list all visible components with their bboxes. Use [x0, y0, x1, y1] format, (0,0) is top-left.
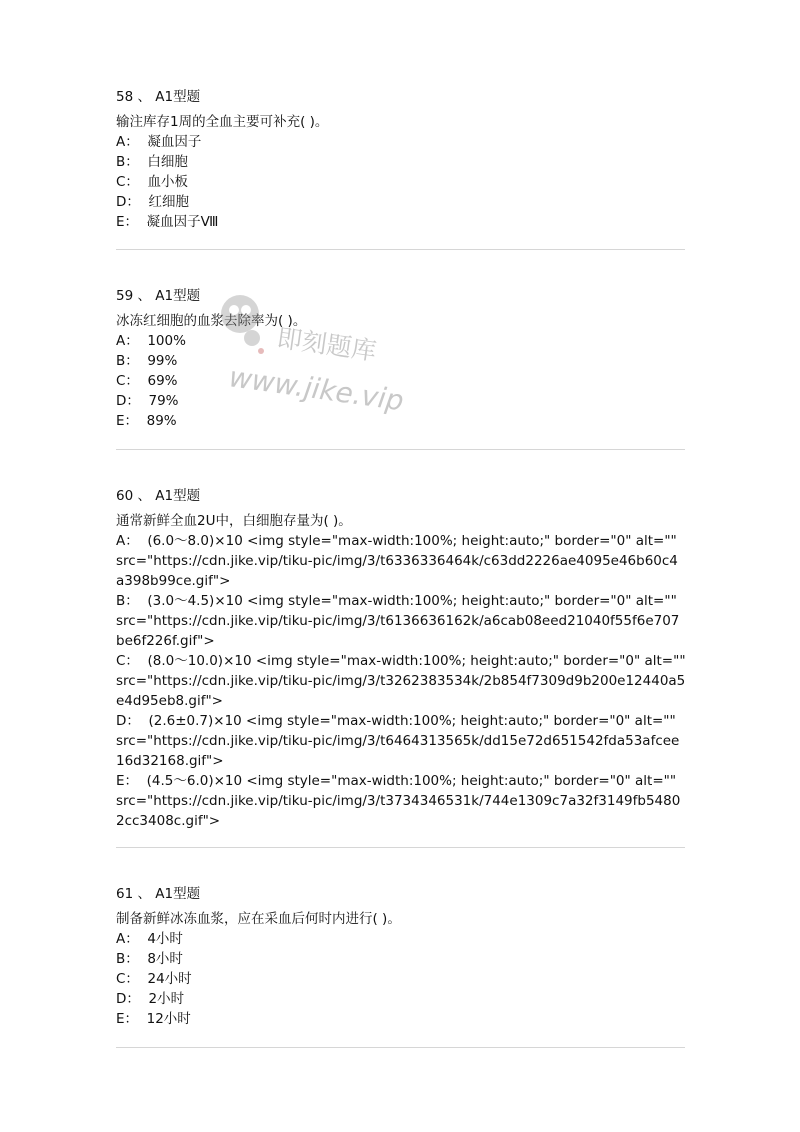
- option-e: E： 凝血因子Ⅷ: [116, 214, 219, 230]
- option-c: C： 69%: [116, 373, 178, 389]
- question-60: [116, 486, 690, 831]
- option-e: E： 12小时: [116, 1011, 191, 1027]
- option-d: D： (2.6±0.7)×10 <img style="max-width:100%; height:auto;" border="0" alt="" src="https://cdn.jike.vip/tiku-pic/img/3/t6464313565k/dd15e72d651542fda53afcee16d32168.gif">: [116, 713, 681, 769]
- question-58: [116, 87, 686, 232]
- option-e: E： 89%: [116, 413, 177, 429]
- option-c: C： 血小板: [116, 174, 189, 190]
- question-61: [116, 884, 686, 1029]
- option-a: A： (6.0～8.0)×10 <img style="max-width:100%; height:auto;" border="0" alt="" src="https://cdn.jike.vip/tiku-pic/img/3/t6336336464k/c63dd2226ae4095e46b60c4a398b99ce.gif">: [116, 533, 682, 589]
- option-e: E： (4.5～6.0)×10 <img style="max-width:100%; height:auto;" border="0" alt="" src="https://cdn.jike.vip/tiku-pic/img/3/t3734346531k/744e1309c7a32f3149fb54802cc3408c.gif">: [116, 773, 681, 829]
- question-header: 59 、 A1型题: [116, 288, 201, 304]
- divider: [116, 249, 685, 250]
- option-a: A： 凝血因子: [116, 134, 202, 150]
- option-c: C： (8.0～10.0)×10 <img style="max-width:100%; height:auto;" border="0" alt="" src="https://cdn.jike.vip/tiku-pic/img/3/t3262383534k/2b854f7309d9b200e12440a5e4d95eb8.gif">: [116, 653, 690, 709]
- option-d: D： 79%: [116, 393, 179, 409]
- option-d: D： 2小时: [116, 991, 185, 1007]
- watermark-url-text: www.jike.vip: [227, 360, 406, 418]
- divider: [116, 449, 685, 450]
- question-header: 58 、 A1型题: [116, 89, 201, 105]
- question-stem: 冰冻红细胞的血浆去除率为( )。: [116, 313, 307, 329]
- question-header: 60 、 A1型题: [116, 488, 201, 504]
- option-b: B： 8小时: [116, 951, 183, 967]
- option-a: A： 4小时: [116, 931, 183, 947]
- question-stem: 通常新鲜全血2U中，白细胞存量为( )。: [116, 513, 352, 529]
- divider: [116, 847, 685, 848]
- question-header: 61 、 A1型题: [116, 886, 201, 902]
- question-stem: 输注库存1周的全血主要可补充( )。: [116, 114, 329, 130]
- option-c: C： 24小时: [116, 971, 192, 987]
- question-59: [116, 286, 686, 431]
- option-b: B： 白细胞: [116, 154, 188, 170]
- divider: [116, 1047, 685, 1048]
- option-d: D： 红细胞: [116, 194, 189, 210]
- watermark-logo-text: 即刻题库: [275, 323, 379, 366]
- question-stem: 制备新鲜冰冻血浆，应在采血后何时内进行( )。: [116, 911, 401, 927]
- option-b: B： (3.0～4.5)×10 <img style="max-width:100%; height:auto;" border="0" alt="" src="https://cdn.jike.vip/tiku-pic/img/3/t6136636162k/a6cab08eed21040f55f6e707be6f226f.gif">: [116, 593, 682, 649]
- option-b: B： 99%: [116, 353, 178, 369]
- option-a: A： 100%: [116, 333, 186, 349]
